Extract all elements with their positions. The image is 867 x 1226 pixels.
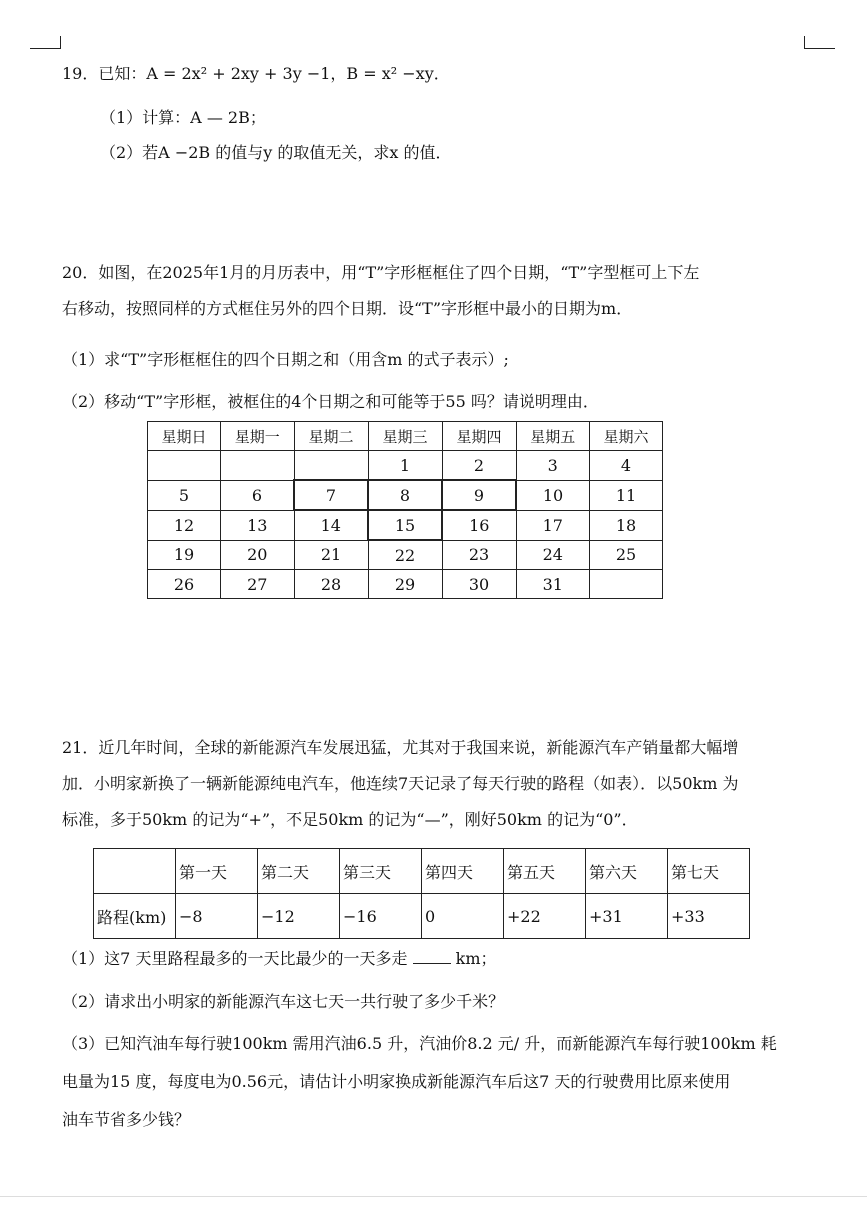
calendar-header: 星期日: [148, 422, 221, 451]
q21-stem-line3: 标准，多于50km 的记为“+”，不足50km 的记为“—”，刚好50km 的记为“0”．: [62, 810, 638, 829]
calendar-cell: 22: [368, 540, 442, 570]
calendar-cell: 28: [294, 570, 368, 599]
q21-part3-line3: 油车节省多少钱？: [62, 1110, 191, 1129]
calendar-cell: 29: [368, 570, 442, 599]
q21-part3-line2: 电量为15 度，每度电为0.56元，请估计小明家换成新能源汽车后这7 天的行驶费用比原来使用: [62, 1072, 731, 1091]
calendar-cell-t-frame: 7: [294, 480, 368, 510]
q21-stem-line2: 加．小明家新换了一辆新能源纯电汽车，他连续7天记录了每天行驶的路程（如表）．以50km 为: [62, 774, 739, 793]
calendar-row: [148, 451, 663, 481]
page-bottom-edge: [0, 1196, 867, 1197]
q21-part3-line1: （3）已知汽油车每行驶100km 需用汽油6.5 升，汽油价8.2 元/ 升，而新能源汽车每行驶100km 耗: [62, 1034, 777, 1053]
calendar-table: [147, 421, 663, 599]
distance-header: 第四天: [422, 849, 504, 894]
calendar-cell: 10: [516, 480, 590, 510]
q20-stem-line2: 右移动，按照同样的方式框住另外的四个日期．设“T”字形框中最小的日期为m．: [62, 299, 633, 318]
calendar-cell: 18: [590, 510, 663, 540]
calendar-cell: 16: [442, 510, 516, 540]
distance-value: −16: [340, 894, 422, 939]
calendar-row: [148, 570, 663, 599]
distance-header: 第六天: [586, 849, 668, 894]
calendar-cell-t-frame: 9: [442, 480, 516, 510]
calendar-cell: 6: [221, 480, 295, 510]
distance-value: 0: [422, 894, 504, 939]
distance-value: +33: [668, 894, 750, 939]
distance-header-row: [94, 849, 750, 894]
calendar-cell: 19: [148, 540, 221, 570]
calendar-header: 星期六: [590, 422, 663, 451]
q21-part1-text: （1）这7 天里路程最多的一天比最少的一天多走: [62, 949, 408, 968]
q21-part2: （2）请求出小明家的新能源汽车这七天一共行驶了多少千米？: [62, 992, 505, 1011]
calendar-cell: 20: [221, 540, 295, 570]
calendar-header: 星期三: [368, 422, 442, 451]
q20-part2: （2）移动“T”字形框，被框住的4个日期之和可能等于55 吗？请说明理由．: [62, 392, 599, 411]
calendar-cell: 12: [148, 510, 221, 540]
crop-mark-top-right: [804, 36, 835, 49]
distance-header: 第二天: [258, 849, 340, 894]
calendar-row: [148, 540, 663, 570]
calendar-cell: 21: [294, 540, 368, 570]
calendar-cell: 23: [442, 540, 516, 570]
calendar-cell: 17: [516, 510, 590, 540]
calendar-header: 星期一: [221, 422, 295, 451]
calendar-cell: 27: [221, 570, 295, 599]
calendar-cell-t-frame: 15: [368, 510, 442, 540]
distance-row-label: 路程(km): [94, 894, 176, 939]
calendar-cell: [294, 451, 368, 481]
distance-table: [93, 848, 750, 939]
distance-header-corner: [94, 849, 176, 894]
calendar-cell: 3: [516, 451, 590, 481]
crop-mark-top-left: [30, 36, 61, 49]
calendar-row: [148, 510, 663, 540]
distance-value: +22: [504, 894, 586, 939]
calendar-header: 星期二: [294, 422, 368, 451]
q20-part1: （1）求“T”字形框框住的四个日期之和（用含m 的式子表示）;: [62, 350, 509, 369]
calendar-cell: 4: [590, 451, 663, 481]
calendar-header: 星期五: [516, 422, 590, 451]
calendar-header-row: [148, 422, 663, 451]
q19-part2: （2）若A −2B 的值与y 的取值无关，求x 的值．: [100, 143, 452, 162]
distance-header: 第五天: [504, 849, 586, 894]
calendar-cell: 11: [590, 480, 663, 510]
distance-value: −12: [258, 894, 340, 939]
q19-part1: （1）计算：A — 2B；: [100, 108, 266, 127]
calendar-cell: [148, 451, 221, 481]
calendar-cell: 24: [516, 540, 590, 570]
calendar-row: [148, 480, 663, 510]
q21-stem-line1: 21．近几年时间，全球的新能源汽车发展迅猛，尤其对于我国来说，新能源汽车产销量都大幅增: [62, 738, 739, 757]
answer-blank[interactable]: [413, 949, 451, 964]
calendar-cell: 30: [442, 570, 516, 599]
q20-stem-line1: 20．如图，在2025年1月的月历表中，用“T”字形框框住了四个日期，“T”字型框可上下左: [62, 263, 700, 282]
distance-header: 第三天: [340, 849, 422, 894]
distance-header: 第七天: [668, 849, 750, 894]
calendar-cell: 2: [442, 451, 516, 481]
distance-value: +31: [586, 894, 668, 939]
calendar-cell: 31: [516, 570, 590, 599]
calendar-cell: 26: [148, 570, 221, 599]
calendar-cell: 14: [294, 510, 368, 540]
q21-part1-unit: km；: [455, 949, 497, 968]
distance-value: −8: [176, 894, 258, 939]
q19-stem: 19．已知：A = 2x² + 2xy + 3y −1，B = x² −xy．: [62, 64, 450, 83]
distance-value-row: [94, 894, 750, 939]
calendar-cell: [221, 451, 295, 481]
calendar-cell-t-frame: 8: [368, 480, 442, 510]
distance-header: 第一天: [176, 849, 258, 894]
calendar-cell: [590, 570, 663, 599]
q21-part1: [62, 949, 497, 969]
calendar-cell: 5: [148, 480, 221, 510]
calendar-cell: 1: [368, 451, 442, 481]
calendar-cell: 25: [590, 540, 663, 570]
calendar-header: 星期四: [442, 422, 516, 451]
calendar-cell: 13: [221, 510, 295, 540]
